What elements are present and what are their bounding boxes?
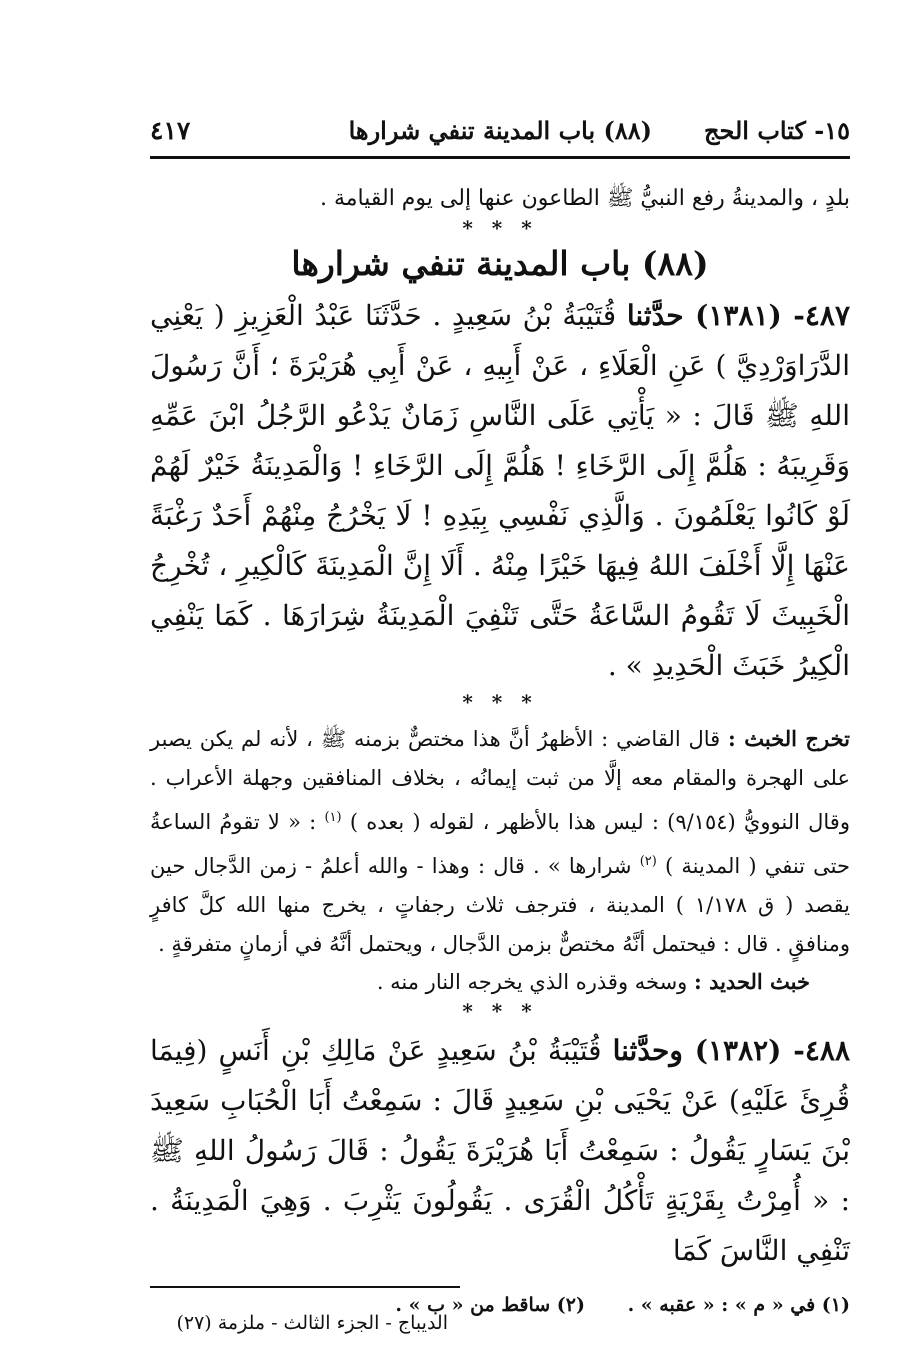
- footnote-2: (٢) ساقط من « ب » .: [395, 1294, 585, 1316]
- commentary-text-c: شرارها » . قال : وهذا - والله أعلمُ - زمن الدَّجال حين يقصد ( ق ١/١٧٨ ) المدينة ، فترجف ثلاث رجفاتٍ ، يخرج منها الله كلَّ كافرٍ ومنافقٍ . قال : فيحتمل أنَّهُ مختصٌّ بزمن الدَّجال ، ويحتمل أنَّهُ في أزمانٍ متفرقةٍ .: [150, 854, 850, 956]
- footnote-ref-2: (٢): [639, 854, 657, 869]
- commentary-khabath-hadid: [150, 964, 850, 1000]
- separator-stars: * * *: [462, 216, 538, 240]
- commentary-term: خبث الحديد :: [694, 969, 810, 994]
- footnote-1: (١) في « م » : « عقبه » .: [627, 1294, 850, 1316]
- header-titles: [349, 116, 850, 145]
- hadith-487-text: قُتَيْبَةُ بْنُ سَعِيدٍ . حَدَّثَنَا عَبْدُ الْعَزِيزِ ( يَعْنِي الدَّرَاوَرْدِيَّ ) عَنِ الْعَلَاءِ ، عَنْ أَبِيهِ ، عَنْ أَبِي هُرَيْرَةَ ؛ أَنَّ رَسُولَ اللهِ ﷺ قَالَ : « يَأْتِي عَلَى النَّاسِ زَمَانٌ يَدْعُو الرَّجُلُ ابْنَ عَمِّهِ وَقَرِيبَهُ : هَلُمَّ إِلَى الرَّخَاءِ ! هَلُمَّ إِلَى الرَّخَاءِ ! وَالْمَدِينَةُ خَيْرٌ لَهُمْ لَوْ كَانُوا يَعْلَمُونَ . وَالَّذِي نَفْسِي بِيَدِهِ ! لَا يَخْرُجُ مِنْهُمْ أَحَدٌ رَغْبَةً عَنْهَا إِلَّا أَخْلَفَ اللهُ فِيهَا خَيْرًا مِنْهُ . أَلَا إِنَّ الْمَدِينَةَ كَالْكِيرِ ، تُخْرِجُ الْخَبِيثَ لَا تَقُومُ السَّاعَةُ حَتَّى تَنْفِيَ الْمَدِينَةُ شِرَارَهَا . كَمَا يَنْفِي الْكِيرُ خَبَثَ الْحَدِيدِ » .: [150, 299, 850, 682]
- commentary-term: تخرج الخبث :: [728, 726, 850, 751]
- separator-stars: * * *: [462, 999, 538, 1023]
- running-header: [150, 110, 850, 159]
- hadith-487: [150, 291, 850, 691]
- intro-text: بلدٍ ، والمدينةُ رفع النبيُّ ﷺ الطاعون عنها إلى يوم القيامة .: [319, 186, 850, 211]
- commentary-text: وسخه وقذره الذي يخرجه النار منه .: [376, 970, 688, 994]
- commentary-text-a: قال القاضي : الأظهرُ أنَّ هذا مختصٌّ بزمنه ﷺ ، لأنه لم يكن يصبر على الهجرة والمقام معه إلَّا من ثبت إيمانُه ، بخلاف المنافقين وجهلة الأعراب . وقال النوويُّ (٩/١٥٤) : ليس هذا بالأظهر ، لقوله ( بعده ): [150, 727, 850, 834]
- hadith-488-number: ٤٨٨- (١٣٨٢) وحدَّثنا: [612, 1034, 850, 1067]
- header-chapter-title: (٨٨) باب المدينة تنفي شرارها: [348, 116, 652, 145]
- hadith-488-text: قُتَيْبَةُ بْنُ سَعِيدٍ عَنْ مَالِكِ بْنِ أَنَسٍ (فِيمَا قُرِئَ عَلَيْهِ) عَنْ يَحْيَى بْنِ سَعِيدٍ قَالَ : سَمِعْتُ أَبَا الْحُبَابِ سَعِيدَ بْنَ يَسَارٍ يَقُولُ : سَمِعْتُ أَبَا هُرَيْرَةَ يَقُولُ : قَالَ رَسُولُ اللهِ ﷺ : « أُمِرْتُ بِقَرْيَةٍ تَأْكُلُ الْقُرَى . يَقُولُونَ يَثْرِبَ . وَهِيَ الْمَدِينَةُ . تَنْفِي النَّاسَ كَمَا: [150, 1034, 850, 1267]
- commentary-khabath: [150, 719, 850, 964]
- book-page: [150, 110, 850, 1320]
- separator-stars: * * *: [462, 690, 538, 714]
- commentary-text-b: : « لا تقومُ الساعةُ حتى تنفي ( المدينة ): [150, 810, 850, 878]
- header-book-title: ١٥- كتاب الحج: [704, 116, 850, 145]
- printer-signature: الديباج - الجزء الثالث - ملزمة (٢٧): [176, 1312, 448, 1334]
- footnote-ref-1: (١): [324, 810, 342, 825]
- chapter-title: (٨٨) باب المدينة تنفي شرارها: [291, 244, 709, 283]
- hadith-487-number: ٤٨٧- (١٣٨١) حدَّثنا: [626, 299, 851, 332]
- page-number: ٤١٧: [150, 116, 191, 145]
- hadith-488: [150, 1026, 850, 1276]
